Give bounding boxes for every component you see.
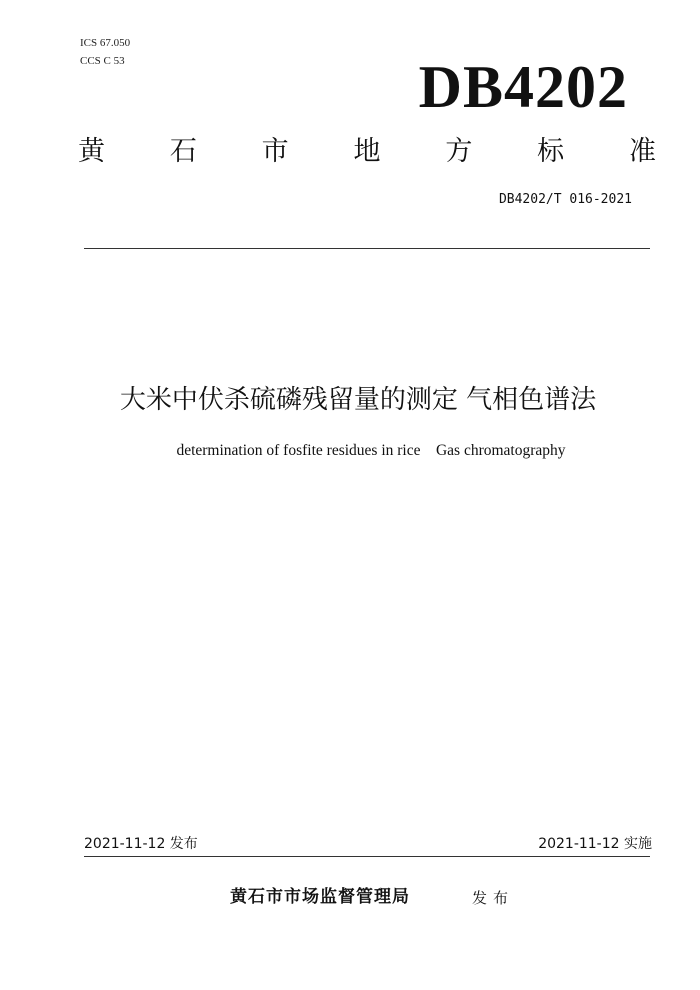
document-title-chinese: 大米中伏杀硫磷残留量的测定 气相色谱法	[119, 385, 597, 415]
standard-type-char: 黄	[78, 136, 105, 167]
standard-number: DB4202/T 016-2021	[498, 192, 632, 207]
implement-date: 2021-11-12 实施	[538, 836, 652, 852]
ics-code: ICS 67.050	[80, 37, 131, 49]
standard-code-logo: DB4202	[418, 54, 628, 120]
header-divider	[84, 248, 650, 249]
standard-type-char: 方	[445, 136, 473, 167]
standard-type-char: 标	[537, 136, 565, 167]
publish-date: 2021-11-12 发布	[84, 836, 198, 852]
footer-divider	[84, 856, 650, 857]
standard-type-char: 石	[169, 136, 197, 167]
document-title-english: determination of fosfite residues in rice Gas chromatography	[176, 442, 566, 459]
standard-type-heading	[78, 132, 656, 172]
ccs-code: CCS C 53	[80, 55, 125, 67]
issuing-authority: 黄石市市场监督管理局	[230, 887, 410, 907]
standard-type-char: 准	[628, 136, 656, 167]
standard-type-char: 地	[353, 136, 381, 167]
issued-label: 发布	[472, 889, 515, 907]
standard-type-char: 市	[261, 136, 289, 167]
